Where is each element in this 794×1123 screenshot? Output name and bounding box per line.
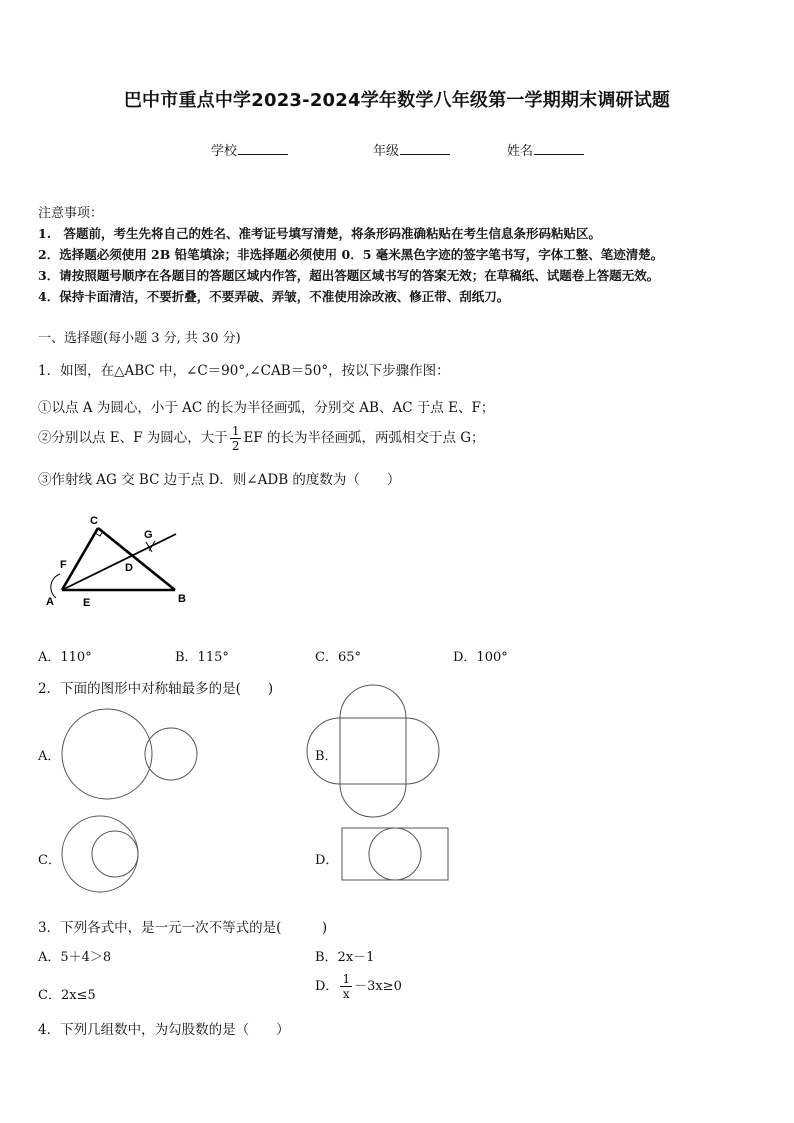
label-f: F bbox=[60, 559, 67, 571]
q2-figure-a bbox=[60, 708, 200, 800]
q4-stem: 4．下列几组数中，为勾股数的是（ ） bbox=[38, 1022, 290, 1038]
small-circle bbox=[145, 728, 197, 780]
grade-label: 年级 bbox=[373, 144, 400, 159]
q3-option-d-prefix: D． bbox=[315, 979, 339, 994]
page-title: 巴中市重点中学2023-2024学年数学八年级第一学期期末调研试题 bbox=[123, 90, 671, 111]
inner-circle bbox=[92, 831, 138, 877]
q3-option-d[interactable] bbox=[315, 972, 402, 1001]
note-item-1: 1. 答题前，考生先将自己的姓名、准考证号填写清楚，将条形码准确粘贴在考生信息条形码粘贴区。 bbox=[38, 226, 602, 241]
grade-field bbox=[373, 140, 450, 159]
name-label: 姓名 bbox=[507, 144, 534, 159]
school-blank bbox=[238, 142, 288, 155]
q2-option-b-label[interactable]: B． bbox=[315, 749, 338, 764]
arc-right bbox=[406, 718, 439, 784]
note-item-3: 3．请按照题号顺序在各题目的答题区域内作答，超出答题区域书写的答案无效；在草稿纸、试题卷上答题无效。 bbox=[38, 268, 660, 283]
q3-option-c[interactable]: C．2x≤5 bbox=[38, 988, 96, 1003]
q2-stem: 2．下面的图形中对称轴最多的是( ) bbox=[38, 681, 274, 697]
section-heading: 一、选择题(每小题 3 分, 共 30 分) bbox=[38, 331, 241, 346]
label-b: B bbox=[178, 593, 186, 605]
large-circle bbox=[62, 709, 152, 799]
q2-figure-b bbox=[339, 717, 409, 787]
school-label: 学校 bbox=[211, 144, 238, 159]
q3-fraction-num: 1 bbox=[342, 972, 351, 986]
q2-option-a-label[interactable]: A． bbox=[38, 749, 61, 764]
q1-option-b[interactable]: B．115° bbox=[175, 650, 229, 665]
q1-step2 bbox=[38, 424, 485, 453]
q1-triangle-figure bbox=[40, 512, 190, 612]
rectangle bbox=[342, 828, 448, 880]
label-d: D bbox=[125, 562, 133, 574]
arc-ef bbox=[51, 574, 60, 598]
q1-step2-post: EF 的长为半径画弧，两弧相交于点 G； bbox=[243, 430, 485, 446]
q3-fraction bbox=[340, 972, 352, 1001]
q3-fraction-den: x bbox=[342, 987, 350, 1001]
q2-option-c-label[interactable]: C． bbox=[38, 853, 61, 868]
arc-top bbox=[340, 685, 406, 718]
q1-step1: ①以点 A 为圆心，小于 AC 的长为半径画弧，分别交 AB、AC 于点 E、F； bbox=[38, 400, 495, 416]
q2-figure-c bbox=[60, 814, 140, 894]
square bbox=[340, 718, 406, 784]
arc-bottom bbox=[340, 784, 406, 817]
label-c: C bbox=[90, 515, 98, 527]
segment-cb bbox=[98, 528, 175, 590]
q2-option-d-label[interactable]: D． bbox=[315, 853, 339, 868]
school-field bbox=[211, 140, 288, 159]
name-field bbox=[507, 140, 584, 159]
label-g: G bbox=[144, 529, 153, 541]
notes-heading: 注意事项： bbox=[38, 206, 104, 221]
q1-option-d[interactable]: D．100° bbox=[453, 650, 508, 665]
q1-option-c[interactable]: C．65° bbox=[315, 650, 361, 665]
q3-stem: 3．下列各式中，是一元一次不等式的是( ) bbox=[38, 920, 328, 936]
q3-option-d-rest: －3x≥0 bbox=[354, 979, 402, 994]
q3-option-a[interactable]: A．5＋4＞8 bbox=[38, 950, 112, 965]
grade-blank bbox=[400, 142, 450, 155]
note-item-2: 2．选择题必须使用 2B 铅笔填涂；非选择题必须使用 0．5 毫米黑色字迹的签字笔书写，字体工整、笔迹清楚。 bbox=[38, 247, 664, 262]
q1-fraction-den: 2 bbox=[231, 439, 240, 453]
inscribed-circle bbox=[369, 828, 421, 880]
q1-option-a[interactable]: A．110° bbox=[38, 650, 92, 665]
q1-fraction-num: 1 bbox=[231, 424, 240, 438]
q1-fraction bbox=[230, 424, 242, 453]
label-e: E bbox=[83, 597, 91, 609]
label-a: A bbox=[46, 596, 54, 608]
q3-option-b[interactable]: B．2x－1 bbox=[315, 950, 375, 965]
q2-figure-d bbox=[341, 827, 451, 883]
name-blank bbox=[534, 142, 584, 155]
q1-stem: 1．如图，在△ABC 中，∠C＝90°,∠CAB＝50°，按以下步骤作图： bbox=[38, 363, 450, 379]
note-item-4: 4．保持卡面清洁，不要折叠，不要弄破、弄皱，不准使用涂改液、修正带、刮纸刀。 bbox=[38, 289, 510, 304]
q1-step2-pre: ②分别以点 E、F 为圆心，大于 bbox=[38, 430, 228, 446]
q1-step3: ③作射线 AG 交 BC 边于点 D．则∠ADB 的度数为（ ） bbox=[38, 472, 401, 488]
outer-circle bbox=[62, 816, 138, 892]
